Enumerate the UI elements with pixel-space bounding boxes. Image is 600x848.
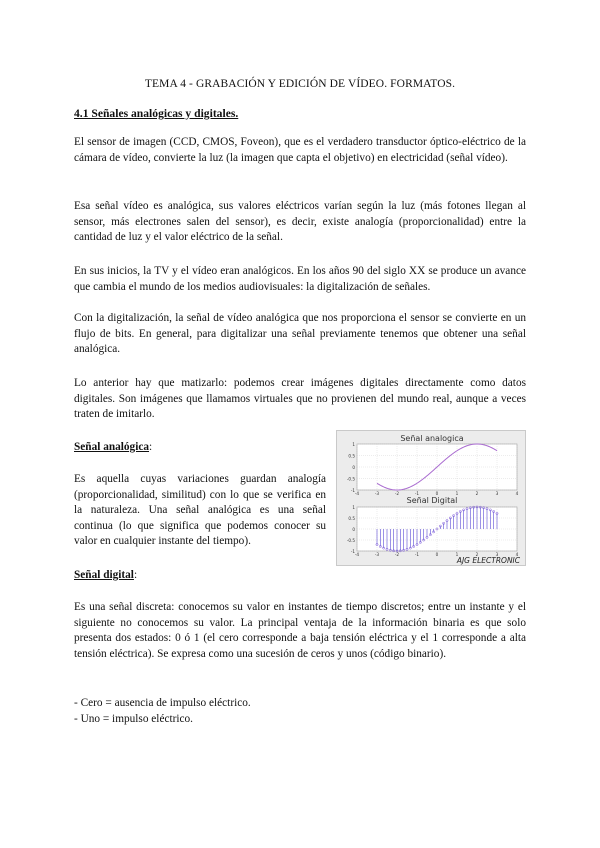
analog-x-tick-label: -1 bbox=[414, 491, 420, 496]
digital-x-tick-label: 1 bbox=[455, 552, 459, 557]
analog-plot-title: Señal analogica bbox=[400, 434, 464, 443]
analog-heading bbox=[74, 440, 152, 456]
bullet-one: - Uno = impulso eléctrico. bbox=[74, 713, 193, 725]
analog-y-tick-label: -0.5 bbox=[346, 476, 355, 482]
digital-x-tick-label: -4 bbox=[354, 552, 360, 557]
digital-x-tick-label: -3 bbox=[374, 552, 380, 557]
digital-y-tick-label: 1 bbox=[352, 505, 355, 510]
analog-x-tick-label: 1 bbox=[455, 491, 459, 496]
digital-y-tick-label: -1 bbox=[350, 549, 355, 554]
digital-x-tick-label: 2 bbox=[475, 552, 479, 557]
digital-plot-y-ticks bbox=[347, 505, 356, 554]
figure-credit: AJG ELECTRONIC bbox=[456, 556, 520, 565]
digital-x-tick-label: 4 bbox=[515, 552, 519, 557]
analog-y-tick-label: 0 bbox=[352, 465, 355, 470]
analog-x-tick-label: -3 bbox=[374, 491, 380, 496]
digital-heading bbox=[74, 568, 137, 584]
analog-y-tick-label: 0.5 bbox=[348, 453, 355, 459]
digital-x-tick-label: -2 bbox=[394, 552, 400, 557]
analog-x-tick-label: 4 bbox=[515, 491, 519, 496]
paragraph-5: Lo anterior hay que matizarlo: podemos crear imágenes digitales directamente como datos digitales. Son imágenes que llamamos virtuales que no provienen del mundo real, aunque a veces traten de imitarlo. bbox=[74, 377, 526, 421]
signal-figure bbox=[336, 430, 526, 566]
digital-y-tick-label: -0.5 bbox=[346, 538, 355, 543]
digital-heading-text: Señal digital bbox=[74, 569, 134, 581]
analog-x-tick-label: -2 bbox=[394, 491, 400, 496]
digital-heading-colon: : bbox=[133, 569, 138, 581]
page-title: TEMA 4 - GRABACIÓN Y EDICIÓN DE VÍDEO. FORMATOS. bbox=[144, 78, 456, 90]
digital-y-tick-label: 0.5 bbox=[348, 516, 355, 521]
analog-y-tick-label: 1 bbox=[352, 442, 355, 447]
analog-x-tick-label: 0 bbox=[435, 491, 439, 496]
paragraph-3: En sus inicios, la TV y el vídeo eran analógicos. En los años 90 del siglo XX se produce un avance que cambia el mundo de los medios audiovisuales: la digitalización de señales. bbox=[74, 265, 526, 293]
analog-x-tick-label: 3 bbox=[495, 491, 499, 496]
analog-plot-y-ticks bbox=[347, 442, 356, 493]
digital-x-tick-label: 0 bbox=[435, 552, 439, 557]
analog-y-tick-label: -1 bbox=[350, 488, 355, 493]
analog-x-tick-label: -4 bbox=[354, 491, 360, 496]
analog-heading-text: Señal analógica bbox=[74, 441, 150, 453]
digital-y-tick-label: 0 bbox=[352, 527, 355, 532]
analog-description: Es aquella cuyas variaciones guardan analogía (proporcionalidad, similitud) con lo que se verifica en la naturaleza. Una señal analógica es una señal continua (lo que significa que podemos conocer su valor en cualquier instante del tiempo). bbox=[74, 473, 326, 548]
analog-x-tick-label: 2 bbox=[475, 491, 479, 496]
digital-x-tick-label: 3 bbox=[495, 552, 499, 557]
paragraph-2: Esa señal vídeo es analógica, sus valores eléctricos varían según la luz (más fotones llegan al sensor, más electrones salen del sensor), es decir, existe analogía (proporcionalidad) entre la cantidad de luz y el valor eléctrico de la señal. bbox=[74, 200, 526, 244]
bullet-zero: - Cero = ausencia de impulso eléctrico. bbox=[74, 697, 251, 709]
digital-plot-title: Señal Digital bbox=[406, 496, 458, 505]
section-heading: 4.1 Señales analógicas y digitales. bbox=[74, 107, 239, 120]
paragraph-4: Con la digitalización, la señal de vídeo analógica que nos proporciona el sensor se convierte en un flujo de bits. En general, para digitalizar una señal previamente tenemos que obtener una señal analógica. bbox=[74, 312, 526, 356]
paragraph-1: El sensor de imagen (CCD, CMOS, Foveon), que es el verdadero transductor óptico-eléctrico de la cámara de vídeo, convierte la luz (la imagen que capta el objetivo) en electricidad (señal vídeo). bbox=[74, 136, 526, 164]
digital-description: Es una señal discreta: conocemos su valor en instantes de tiempo discretos; entre un instante y el siguiente no conocemos su valor. La principal ventaja de la información binaria es que solo presenta dos estados: 0 ó 1 (el cero corresponde a baja tensión eléctrica y el 1 corresponde a alta tensión eléctrica). Se expresa como una sucesión de ceros y unos (código binario). bbox=[74, 601, 526, 660]
signal-plots bbox=[337, 431, 525, 565]
digital-x-tick-label: -1 bbox=[414, 552, 420, 557]
analog-heading-colon: : bbox=[149, 441, 153, 453]
